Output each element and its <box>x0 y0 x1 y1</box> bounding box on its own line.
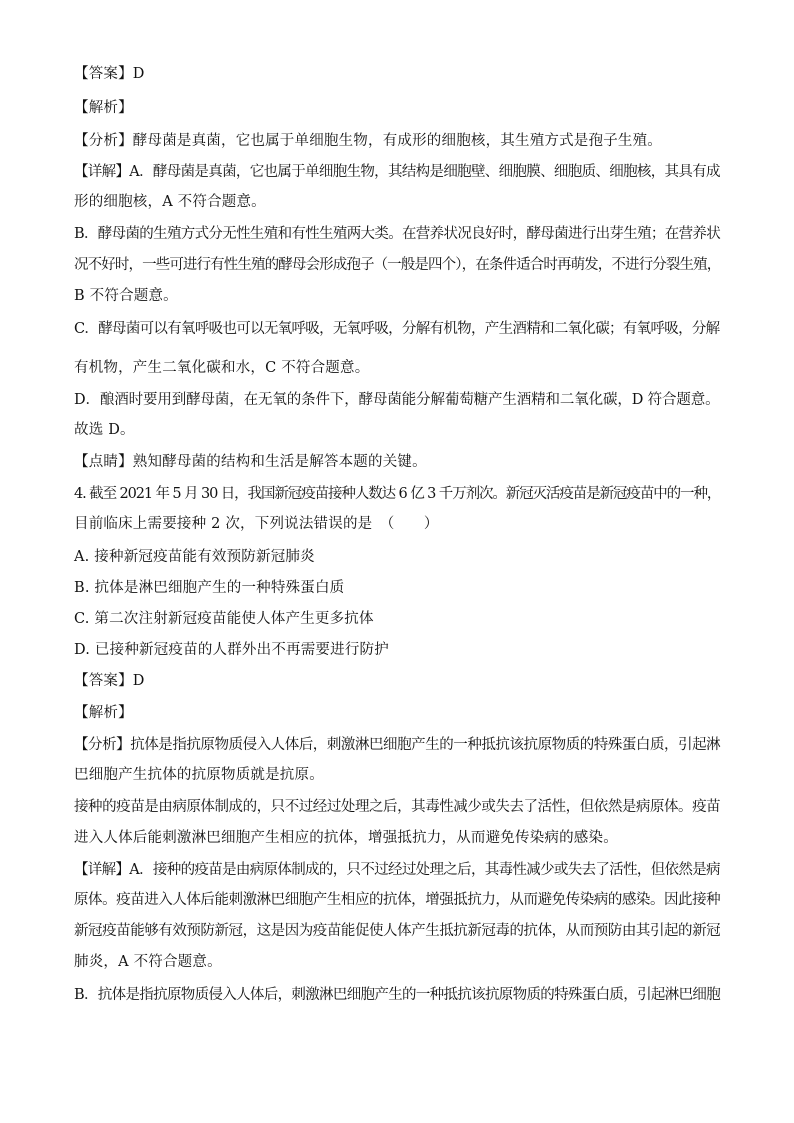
q4-option-c: C. 第二次注射新冠疫苗能使人体产生更多抗体 <box>74 611 374 627</box>
q3-option-b-line-3: B 不符合题意。 <box>74 288 178 304</box>
q3-option-c-line-1: C．酵母菌可以有氧呼吸也可以无氧呼吸，无氧呼吸，分解有机物，产生酒精和二氧化碳；有氧呼吸，分解 <box>74 321 720 337</box>
q3-analysis-heading: 【解析】 <box>74 100 133 116</box>
q4-stem-line-2: 目前临床上需要接种 2 次，下列说法错误的是 （ ） <box>74 516 439 532</box>
q4-option-d: D. 已接种新冠疫苗的人群外出不再需要进行防护 <box>74 642 389 658</box>
q4-option-a: A. 接种新冠疫苗能有效预防新冠肺炎 <box>74 549 315 565</box>
q3-xiangjie-line-1: 【详解】A．酵母菌是真菌，它也属于单细胞生物，其结构是细胞壁、细胞膜、细胞质、细胞核，其具有成 <box>74 164 720 180</box>
q4-answer: 【答案】D <box>74 673 145 689</box>
q4-xiangjie-line-4: 肺炎，A 不符合题意。 <box>74 954 222 970</box>
q3-answer: 【答案】D <box>74 66 145 82</box>
q3-xiangjie-line-2: 形的细胞核，A 不符合题意。 <box>74 194 266 210</box>
q4-stem-line-1: 4. 截至 2021 年 5 月 30 日，我国新冠疫苗接种人数达 6 亿 3 千万剂次。新冠灭活疫苗是新冠疫苗中的一种， <box>74 486 721 502</box>
q3-option-b-line-1: B．酵母菌的生殖方式分无性生殖和有性生殖两大类。在营养状况良好时，酵母菌进行出芽生殖；在营养状 <box>74 226 721 242</box>
q4-xiangjie-line-1: 【详解】A．接种的疫苗是由病原体制成的，只不过经过处理之后，其毒性减少或失去了活性，但依然是病 <box>74 862 720 878</box>
q4-xiangjie-line-2: 原体。疫苗进入人体后能刺激淋巴细胞产生相应的抗体，增强抵抗力，从而避免传染病的感染。因此接种 <box>74 892 721 908</box>
q4-fenxi-line-2: 巴细胞产生抗体的抗原物质就是抗原。 <box>74 767 324 783</box>
q3-dianjing: 【点睛】熟知酵母菌的结构和生活是解答本题的关键。 <box>74 454 427 470</box>
q3-option-b-line-2: 况不好时，一些可进行有性生殖的酵母会形成孢子（一般是四个），在条件适合时再萌发，不进行分裂生殖， <box>74 257 721 273</box>
q4-option-b-explanation-line-1: B．抗体是指抗原物质侵入人体后，刺激淋巴细胞产生的一种抵抗该抗原物质的特殊蛋白质，引起淋巴细胞 <box>74 987 721 1003</box>
q4-fenxi-line-1: 【分析】抗体是指抗原物质侵入人体后，刺激淋巴细胞产生的一种抵抗该抗原物质的特殊蛋白质，引起淋 <box>74 737 721 753</box>
q3-option-d-line-1: D．酿酒时要用到酵母菌，在无氧的条件下，酵母菌能分解葡萄糖产生酒精和二氧化碳，D 符合题意。 <box>74 392 720 408</box>
q3-option-c-line-2: 有机物，产生二氧化碳和水，C 不符合题意。 <box>74 360 370 376</box>
q4-fenxi-line-3: 接种的疫苗是由病原体制成的，只不过经过处理之后，其毒性减少或失去了活性，但依然是病原体。疫苗 <box>74 799 721 815</box>
q3-fenxi: 【分析】酵母菌是真菌，它也属于单细胞生物，有成形的细胞核，其生殖方式是孢子生殖。 <box>74 133 662 149</box>
q4-analysis-heading: 【解析】 <box>74 705 133 721</box>
q3-conclusion: 故选 D。 <box>74 422 135 438</box>
q4-option-b: B. 抗体是淋巴细胞产生的一种特殊蛋白质 <box>74 580 345 596</box>
q4-fenxi-line-4: 进入人体后能刺激淋巴细胞产生相应的抗体，增强抵抗力，从而避免传染病的感染。 <box>74 830 618 846</box>
q4-xiangjie-line-3: 新冠疫苗能够有效预防新冠，这是因为疫苗能促使人体产生抵抗新冠毒的抗体，从而预防由其引起的新冠 <box>74 923 721 939</box>
